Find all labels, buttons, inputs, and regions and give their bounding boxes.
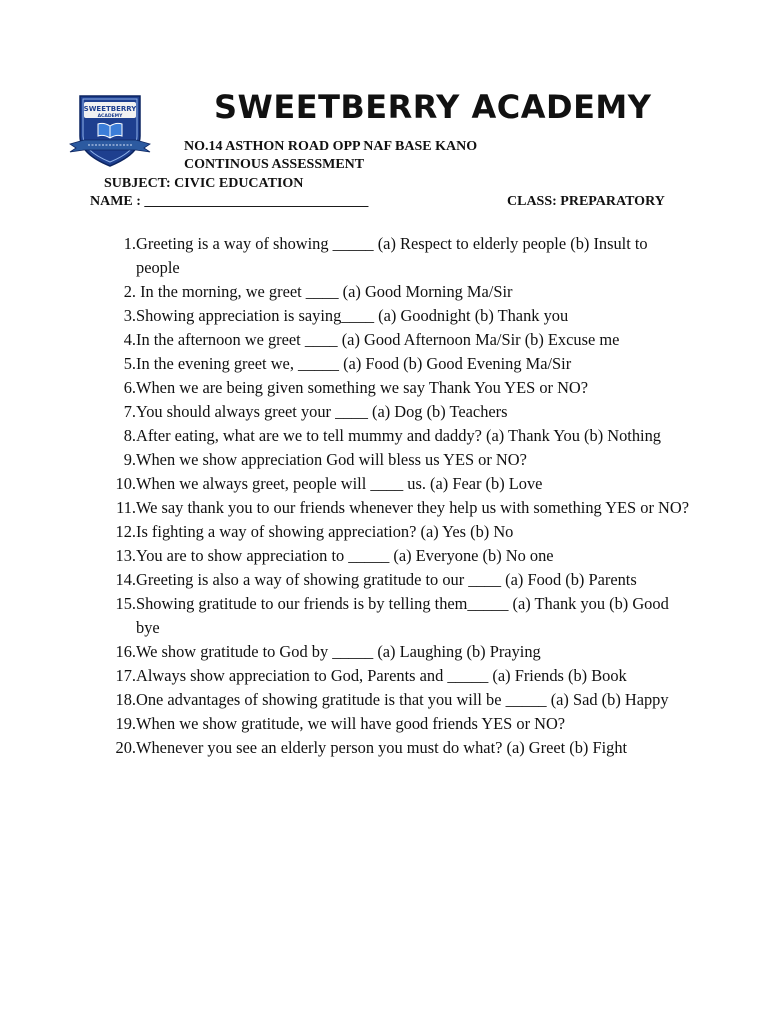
question-text: When we are being given something we say Thank You YES or NO? bbox=[136, 378, 589, 397]
question-number: 20. bbox=[115, 738, 136, 757]
logo-sub-text: ACADEMY bbox=[97, 114, 123, 119]
question-number: 18. bbox=[115, 690, 136, 709]
question-number: 6. bbox=[123, 378, 136, 397]
logo-top-text: SWEETBERRY bbox=[83, 105, 137, 113]
question-text: Showing appreciation is saying____ (a) Goodnight (b) Thank you bbox=[136, 306, 569, 325]
logo-ribbon bbox=[70, 140, 150, 152]
question-item bbox=[112, 712, 692, 736]
question-number: 3. bbox=[123, 306, 136, 325]
question-list bbox=[112, 232, 692, 760]
question-text: You are to show appreciation to _____ (a) Everyone (b) No one bbox=[136, 546, 554, 565]
question-item bbox=[112, 736, 692, 760]
question-item bbox=[112, 688, 692, 712]
question-text: Showing gratitude to our friends is by telling them_____ (a) Thank you (b) Good bye bbox=[136, 594, 669, 637]
question-number: 16. bbox=[115, 642, 136, 661]
question-item bbox=[112, 376, 692, 400]
question-number: 8. bbox=[123, 426, 136, 445]
question-text: In the morning, we greet ____ (a) Good Morning Ma/Sir bbox=[136, 282, 513, 301]
name-field: NAME : ________________________________ bbox=[90, 194, 369, 209]
question-item bbox=[112, 328, 692, 352]
question-text: We say thank you to our friends whenever they help us with something YES or NO? bbox=[136, 498, 689, 517]
question-item bbox=[112, 496, 692, 520]
question-text: Greeting is a way of showing _____ (a) Respect to elderly people (b) Insult to people bbox=[136, 234, 648, 277]
question-item bbox=[112, 472, 692, 496]
question-number: 17. bbox=[115, 666, 136, 685]
question-text: When we show gratitude, we will have good friends YES or NO? bbox=[136, 714, 566, 733]
question-item bbox=[112, 664, 692, 688]
school-address: NO.14 ASTHON ROAD OPP NAF BASE KANO bbox=[184, 139, 478, 154]
question-number: 13. bbox=[115, 546, 136, 565]
school-title: SWEETBERRY ACADEMY bbox=[214, 88, 652, 126]
question-number: 1. bbox=[123, 234, 136, 253]
question-item bbox=[112, 640, 692, 664]
question-text: Is fighting a way of showing appreciation? (a) Yes (b) No bbox=[136, 522, 514, 541]
question-number: 19. bbox=[115, 714, 136, 733]
question-item bbox=[112, 520, 692, 544]
question-item bbox=[112, 304, 692, 328]
question-item bbox=[112, 568, 692, 592]
question-text: Whenever you see an elderly person you must do what? (a) Greet (b) Fight bbox=[136, 738, 628, 757]
question-number: 11. bbox=[116, 498, 136, 517]
question-text: One advantages of showing gratitude is that you will be _____ (a) Sad (b) Happy bbox=[136, 690, 669, 709]
question-text: After eating, what are we to tell mummy and daddy? (a) Thank You (b) Nothing bbox=[136, 426, 661, 445]
question-number: 2. bbox=[123, 282, 136, 301]
question-number: 14. bbox=[115, 570, 136, 589]
question-text: Greeting is also a way of showing gratitude to our ____ (a) Food (b) Parents bbox=[136, 570, 637, 589]
question-item bbox=[112, 592, 692, 640]
question-item bbox=[112, 544, 692, 568]
question-item bbox=[112, 400, 692, 424]
question-number: 9. bbox=[123, 450, 136, 469]
question-item bbox=[112, 448, 692, 472]
class-label: CLASS: PREPARATORY bbox=[507, 194, 665, 209]
question-number: 10. bbox=[115, 474, 136, 493]
question-text: You should always greet your ____ (a) Dog (b) Teachers bbox=[136, 402, 508, 421]
assessment-title: CONTINOUS ASSESSMENT bbox=[184, 157, 365, 172]
question-item bbox=[112, 424, 692, 448]
question-text: When we show appreciation God will bless us YES or NO? bbox=[136, 450, 527, 469]
question-number: 7. bbox=[123, 402, 136, 421]
question-text: Always show appreciation to God, Parents and _____ (a) Friends (b) Book bbox=[136, 666, 627, 685]
question-text: When we always greet, people will ____ us. (a) Fear (b) Love bbox=[136, 474, 543, 493]
question-text: We show gratitude to God by _____ (a) Laughing (b) Praying bbox=[136, 642, 541, 661]
question-number: 4. bbox=[123, 330, 136, 349]
school-logo bbox=[66, 92, 154, 172]
question-number: 15. bbox=[115, 594, 136, 613]
question-number: 12. bbox=[115, 522, 136, 541]
question-item bbox=[112, 280, 692, 304]
question-text: In the afternoon we greet ____ (a) Good Afternoon Ma/Sir (b) Excuse me bbox=[136, 330, 620, 349]
question-item bbox=[112, 352, 692, 376]
question-text: In the evening greet we, _____ (a) Food (b) Good Evening Ma/Sir bbox=[136, 354, 572, 373]
question-number: 5. bbox=[123, 354, 136, 373]
subject-label: SUBJECT: CIVIC EDUCATION bbox=[104, 176, 304, 191]
question-item bbox=[112, 232, 692, 280]
